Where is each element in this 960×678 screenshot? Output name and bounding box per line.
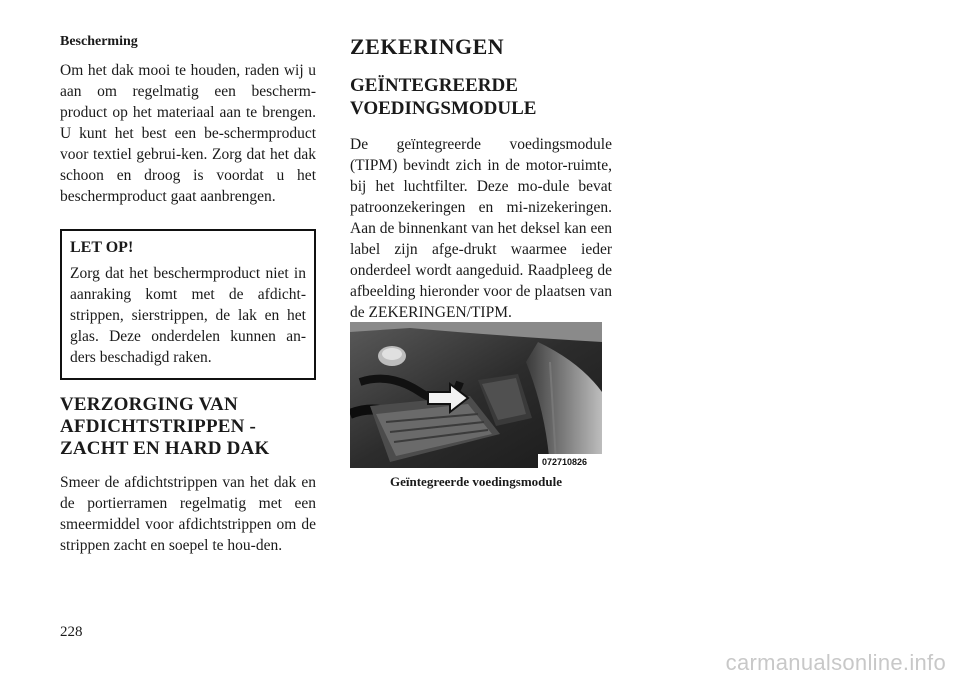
intro-paragraph: Om het dak mooi te houden, raden wij u aan om regelmatig een bescherm-product op het materiaal aan te brengen. U kunt het best een be-schermproduct voor textiel gebrui-ken. Zorg dat het dak schoon en droog is voordat u het beschermproduct gaat aanbrengen.	[60, 62, 316, 205]
section-title-line: ZACHT EN HARD DAK	[60, 438, 270, 459]
section-title-line: VERZORGING VAN	[60, 394, 238, 415]
subheading-protection: Bescherming	[60, 34, 138, 49]
image-code: 072710826	[542, 457, 588, 467]
section-title-line: GEÏNTEGREERDE	[350, 75, 518, 96]
left-column	[60, 34, 316, 556]
page-number: 228	[60, 624, 83, 640]
warning-title: LET OP!	[70, 239, 134, 256]
section-title-line: VOEDINGSMODULE	[350, 98, 537, 119]
figure-caption: Geïntegreerde voedingsmodule	[390, 474, 562, 489]
warning-box	[60, 229, 316, 380]
section-title-line: AFDICHTSTRIPPEN -	[60, 416, 257, 437]
seals-paragraph: Smeer de afdichtstrippen van het dak en de portierramen regelmatig met een smeermiddel voor afdichtstrippen om de strippen zacht en soepel te hou-den.	[60, 474, 316, 554]
engine-bay-photo	[350, 322, 602, 468]
watermark-text: carmanualsonline.info	[725, 650, 946, 675]
tipm-paragraph: De geïntegreerde voedingsmodule (TIPM) bevindt zich in de motor-ruimte, bij het luchtfilter. Deze mo-dule bevat patroonzekeringen en mi-nizekeringen. Aan de binnenkant van het deksel kan een label zijn afge-drukt waarmee ieder onderdeel wordt aangeduid. Raadpleeg de afbeelding hieronder voor de plaatsen van de ZEKERINGEN/TIPM.	[350, 136, 612, 321]
section-title-seals	[60, 394, 316, 460]
warning-text: Zorg dat het beschermproduct niet in aanraking komt met de afdicht-strippen, sierstrippen, de lak en het glas. Deze onderdelen kunnen an-ders beschadigd raken.	[70, 265, 306, 366]
right-column	[350, 34, 612, 323]
section-title-tipm	[350, 74, 612, 120]
engine-bay-illustration	[350, 322, 602, 468]
chapter-title: ZEKERINGEN	[350, 34, 505, 59]
